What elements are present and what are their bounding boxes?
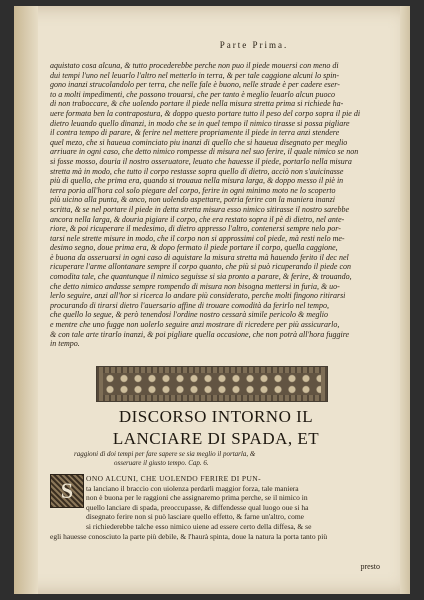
book-page xyxy=(14,6,410,594)
chapter-text-line: non è buona per le raggioni che assignaremo prima perche, se il nimico in xyxy=(86,493,308,503)
body-line: gono inanzi strucolandolo per terra, che nelle fale è buono, nelle strade è per cadere eser- xyxy=(50,80,340,90)
chapter-subtitle-line-2: osseruare il giusto tempo. Cap. 6. xyxy=(114,459,209,467)
body-line: che quello lo segue, & però tenendosi l'ordine nostro cessarà simile pericolo & meglio xyxy=(50,310,328,320)
chapter-subtitle-line-1: raggioni di doi tempi per fare sapere se sia meglio il portarla, & xyxy=(74,450,256,458)
body-line: dietro leuando quello dinanzi, in modo che se in quel tempo il nimico tirasse si possa pigliare xyxy=(50,118,350,128)
body-line: quel mezo, che si haueua cominciato piu inanzi di quello che si haueua disegnato per meglio xyxy=(50,137,348,147)
page-gutter xyxy=(14,6,38,594)
body-line: aquistato cosa alcuna, & tutto procederebbe perche non puo il piede mouersi con meno di xyxy=(50,61,339,70)
woodcut-ornament-band xyxy=(96,366,328,402)
body-line: to a molti impedimenti, che possono trouarsi, che per tanto è meglio leuarlo alcun puoco xyxy=(50,89,335,99)
chapter-title-line-1: DISCORSO INTORNO IL xyxy=(118,407,314,426)
chapter-text-line: quello lanciare di spada, preoccupasse, & diffendesse qual luogo oue si ha xyxy=(86,502,309,512)
body-line: uere formata ben la contrapostura, & doppo questo portare tutto il peso del corpo sopra il pie di xyxy=(50,108,361,118)
body-line: si fosse mosso, douria il nostro osseruatore, leuato che hauesse il piede, portarlo nella misura xyxy=(50,156,352,166)
body-line: comodita tale, che quantunque il nimico seguisse si sia pronto a parare, & ferire, & trouando, xyxy=(50,272,352,282)
body-line: in tempo. xyxy=(50,339,80,349)
decorated-initial xyxy=(50,474,84,508)
body-line: & con tale arte tirarlo inanzi, & poi pigliare quella occasione, che non potrà all'hora fuggire xyxy=(50,329,350,339)
body-line: il contra tempo di parare, & ferire nel mettere propriamente il piede in terra anzi stendere xyxy=(50,128,340,138)
body-line: procurando di tirarsi dietro l'auersario affine di trouare comodità da ferirlo nel tempo, xyxy=(50,300,329,310)
chapter-text-line: ONO ALCUNI, CHE UOLENDO FERIRE DI PUN- xyxy=(86,474,261,483)
body-line: arriuare in ogni caso, che detto nimico rompesse di misura nel suo ferire, il quale nimico se non xyxy=(50,147,359,157)
chapter-text-line: si richiederebbe talche esso nimico uiene ad essere certo della diffesa, & se xyxy=(86,521,312,531)
body-line: ricuperare l'arme allontanare sempre il corpo quanto, che più si può ricuperando il piede con xyxy=(50,262,351,272)
body-line: terra poria all'hora col solo piegare del corpo, ferire in ogni minimo moto ne lo scoperto xyxy=(50,185,336,195)
body-line: e mentre che uno fugge non uolerlo seguire anzi mostrare di ricredere per più assicurarlo, xyxy=(50,320,340,330)
body-line: ancora nella larga, & douria pigiare il corpo, che era restato sopra il pè di dietro, nel ante- xyxy=(50,214,345,224)
chapter-title xyxy=(56,406,376,450)
body-line: più uicino alla punta, & anco, non uolendo aspettare, potria ferire con la maniera inanzi xyxy=(50,195,335,205)
catchword: presto xyxy=(360,562,380,571)
body-line: tarsi nele strette misure in modo, che il corpo non si approssimi col piede, mà resti nelo me- xyxy=(50,233,345,243)
decorated-initial-letter: S xyxy=(60,478,74,503)
chapter-title-line-2: LANCIARE DI SPADA, ET xyxy=(112,429,320,448)
body-line: di non traboccare, & che uolendo portare il piede nella misura stretta prima si richiede ha- xyxy=(50,99,344,109)
body-line: stretta mà in modo, che tutto il corpo restasse sopra quello di dietro, acciò non s'auicinasse xyxy=(50,166,344,176)
chapter-text-line: ta lanciano il braccio con uiolenza perdarli maggior forza, tale maniera xyxy=(86,483,299,493)
running-head: Parte Prima. xyxy=(219,40,289,50)
body-line: dui tempi l'uno nel leuarlo l'altro nel metterlo in terra, & per tale caggione alcuni lo spin- xyxy=(50,70,340,80)
ornament-pattern xyxy=(103,373,321,395)
chapter-subtitle xyxy=(74,450,374,468)
body-text xyxy=(50,61,380,349)
chapter-text xyxy=(50,474,378,541)
body-line: riore, & poi ricuperare il medesimo, di dietro appresso l'altro, contenersi sempre nelo por- xyxy=(50,224,341,234)
body-line: è buona da osseruarsi in ogni caso di aquistare la misura stretta mà hauendo ferito il dec nel xyxy=(50,252,349,262)
body-line: scritta, & se nel portare il piede in detta stretta misura esso nimico sitirasse il nostro sarebbe xyxy=(50,204,350,214)
body-line: desimo segno, doue prima era, & dopo fermato il piede portare il corpo, quella caggione, xyxy=(50,243,338,253)
body-line: che detto nimico andasse sempre rompendo di misura non bisogna mettersi in furia, & uo- xyxy=(50,281,340,291)
chapter-text-line: disegnato ferire non si può lasciare quello effetto, & farne un'altro, come xyxy=(86,512,305,522)
page-edge xyxy=(400,6,410,594)
body-line: più di quello, che prima era, quando si trouaua nella misura larga, & doppo messo il piè in xyxy=(50,176,344,186)
body-line: lerlo seguire, anzi all'hor si ricerca lo andare più considerato, perche molti fingono ritirarsi xyxy=(50,291,346,301)
chapter-text-line: egli hauesse conosciuto la parte più debile, & l'haurà spinta, doue la natura la porta tanto più xyxy=(50,531,328,541)
